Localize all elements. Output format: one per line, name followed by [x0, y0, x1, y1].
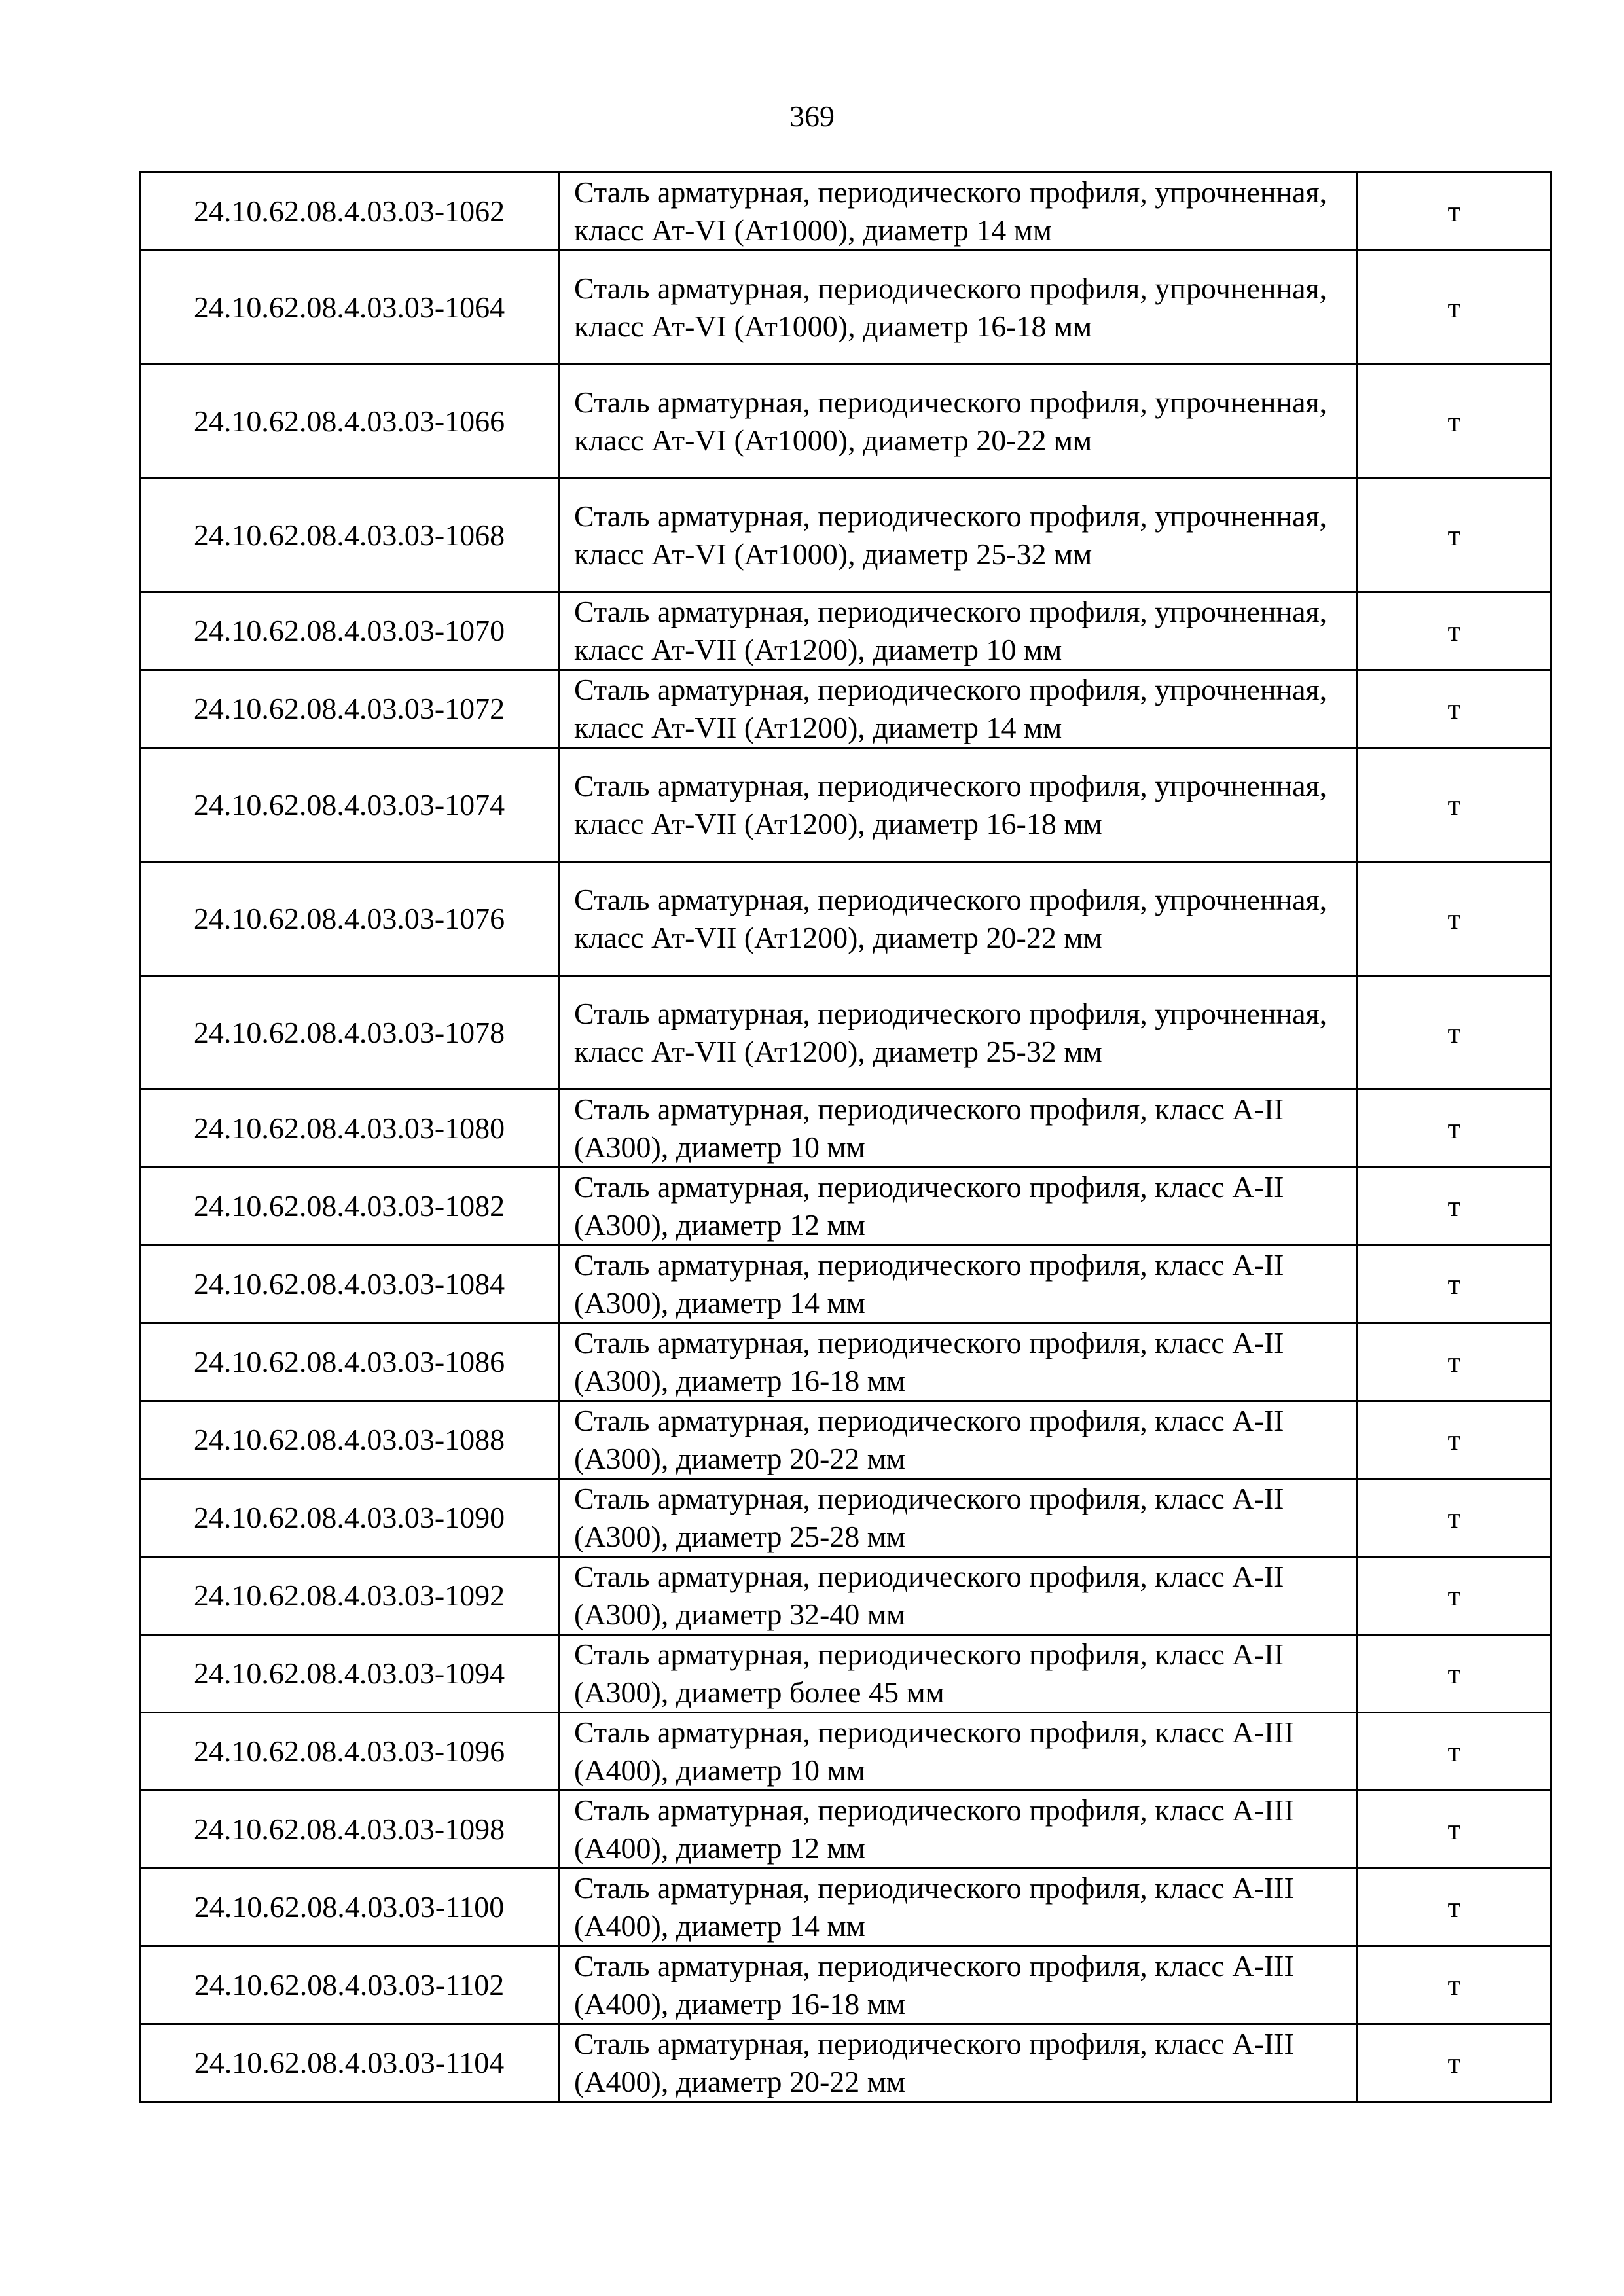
- row-code: 24.10.62.08.4.03.03-1064: [140, 251, 559, 365]
- row-unit: т: [1358, 748, 1551, 862]
- row-code: 24.10.62.08.4.03.03-1092: [140, 1557, 559, 1635]
- table-row: [140, 1323, 1551, 1401]
- row-code: 24.10.62.08.4.03.03-1080: [140, 1090, 559, 1168]
- row-unit: т: [1358, 1869, 1551, 1946]
- row-unit: т: [1358, 1557, 1551, 1635]
- table-row: [140, 173, 1551, 251]
- row-name: Сталь арматурная, периодического профиля, класс А-II (А300), диаметр 32-40 мм: [559, 1557, 1358, 1635]
- row-name: Сталь арматурная, периодического профиля, упрочненная, класс Ат-VII (Ат1200), диаметр 20-22 мм: [559, 862, 1358, 976]
- row-name: Сталь арматурная, периодического профиля, класс А-II (А300), диаметр 20-22 мм: [559, 1401, 1358, 1479]
- table-row: [140, 1168, 1551, 1246]
- row-unit: т: [1358, 1479, 1551, 1557]
- row-name: Сталь арматурная, периодического профиля, класс А-II (А300), диаметр 10 мм: [559, 1090, 1358, 1168]
- row-name: Сталь арматурная, периодического профиля, упрочненная, класс Ат-VII (Ат1200), диаметр 16-18 мм: [559, 748, 1358, 862]
- row-unit: т: [1358, 2024, 1551, 2102]
- row-unit: т: [1358, 251, 1551, 365]
- page-number: 369: [789, 99, 835, 133]
- row-unit: т: [1358, 1713, 1551, 1791]
- row-code: 24.10.62.08.4.03.03-1104: [140, 2024, 559, 2102]
- row-code: 24.10.62.08.4.03.03-1098: [140, 1791, 559, 1869]
- table-row: [140, 670, 1551, 748]
- row-code: 24.10.62.08.4.03.03-1070: [140, 592, 559, 670]
- row-code: 24.10.62.08.4.03.03-1082: [140, 1168, 559, 1246]
- row-code: 24.10.62.08.4.03.03-1094: [140, 1635, 559, 1713]
- row-name: Сталь арматурная, периодического профиля, класс А-II (А300), диаметр 12 мм: [559, 1168, 1358, 1246]
- row-name: Сталь арматурная, периодического профиля, класс А-II (А300), диаметр 14 мм: [559, 1246, 1358, 1323]
- table-row: [140, 1090, 1551, 1168]
- table-row: [140, 1635, 1551, 1713]
- row-code: 24.10.62.08.4.03.03-1072: [140, 670, 559, 748]
- table-row: [140, 1401, 1551, 1479]
- row-unit: т: [1358, 1090, 1551, 1168]
- row-unit: т: [1358, 173, 1551, 251]
- row-code: 24.10.62.08.4.03.03-1102: [140, 1946, 559, 2024]
- table-row: [140, 1479, 1551, 1557]
- table-row: [140, 862, 1551, 976]
- row-code: 24.10.62.08.4.03.03-1096: [140, 1713, 559, 1791]
- row-name: Сталь арматурная, периодического профиля, класс А-III (А400), диаметр 12 мм: [559, 1791, 1358, 1869]
- row-name: Сталь арматурная, периодического профиля, упрочненная, класс Ат-VII (Ат1200), диаметр 14 мм: [559, 670, 1358, 748]
- row-unit: т: [1358, 1323, 1551, 1401]
- row-unit: т: [1358, 592, 1551, 670]
- table-row: [140, 592, 1551, 670]
- row-unit: т: [1358, 670, 1551, 748]
- row-unit: т: [1358, 1246, 1551, 1323]
- row-unit: т: [1358, 478, 1551, 592]
- row-code: 24.10.62.08.4.03.03-1078: [140, 976, 559, 1090]
- materials-table: [139, 171, 1552, 2103]
- table-row: [140, 1946, 1551, 2024]
- row-code: 24.10.62.08.4.03.03-1066: [140, 365, 559, 478]
- row-name: Сталь арматурная, периодического профиля, класс А-II (А300), диаметр 25-28 мм: [559, 1479, 1358, 1557]
- row-name: Сталь арматурная, периодического профиля, класс А-III (А400), диаметр 16-18 мм: [559, 1946, 1358, 2024]
- row-name: Сталь арматурная, периодического профиля, упрочненная, класс Ат-VI (Ат1000), диаметр 20-22 мм: [559, 365, 1358, 478]
- row-code: 24.10.62.08.4.03.03-1088: [140, 1401, 559, 1479]
- table-row: [140, 1557, 1551, 1635]
- table-row: [140, 365, 1551, 478]
- row-unit: т: [1358, 1635, 1551, 1713]
- row-name: Сталь арматурная, периодического профиля, упрочненная, класс Ат-VI (Ат1000), диаметр 14 мм: [559, 173, 1358, 251]
- table-row: [140, 748, 1551, 862]
- row-name: Сталь арматурная, периодического профиля, класс А-III (А400), диаметр 14 мм: [559, 1869, 1358, 1946]
- row-code: 24.10.62.08.4.03.03-1076: [140, 862, 559, 976]
- row-unit: т: [1358, 365, 1551, 478]
- row-unit: т: [1358, 1168, 1551, 1246]
- row-unit: т: [1358, 862, 1551, 976]
- table-row: [140, 1869, 1551, 1946]
- row-code: 24.10.62.08.4.03.03-1068: [140, 478, 559, 592]
- table-row: [140, 1713, 1551, 1791]
- row-unit: т: [1358, 1401, 1551, 1479]
- table-row: [140, 1246, 1551, 1323]
- row-unit: т: [1358, 976, 1551, 1090]
- row-name: Сталь арматурная, периодического профиля, упрочненная, класс Ат-VI (Ат1000), диаметр 16-18 мм: [559, 251, 1358, 365]
- row-code: 24.10.62.08.4.03.03-1074: [140, 748, 559, 862]
- row-unit: т: [1358, 1946, 1551, 2024]
- table-row: [140, 251, 1551, 365]
- row-name: Сталь арматурная, периодического профиля, упрочненная, класс Ат-VI (Ат1000), диаметр 25-32 мм: [559, 478, 1358, 592]
- row-name: Сталь арматурная, периодического профиля, класс А-III (А400), диаметр 10 мм: [559, 1713, 1358, 1791]
- row-name: Сталь арматурная, периодического профиля, класс А-II (А300), диаметр более 45 мм: [559, 1635, 1358, 1713]
- row-name: Сталь арматурная, периодического профиля, класс А-II (А300), диаметр 16-18 мм: [559, 1323, 1358, 1401]
- table-row: [140, 478, 1551, 592]
- table-row: [140, 2024, 1551, 2102]
- row-code: 24.10.62.08.4.03.03-1090: [140, 1479, 559, 1557]
- table-row: [140, 1791, 1551, 1869]
- row-code: 24.10.62.08.4.03.03-1100: [140, 1869, 559, 1946]
- row-code: 24.10.62.08.4.03.03-1062: [140, 173, 559, 251]
- row-code: 24.10.62.08.4.03.03-1086: [140, 1323, 559, 1401]
- row-name: Сталь арматурная, периодического профиля, упрочненная, класс Ат-VII (Ат1200), диаметр 25-32 мм: [559, 976, 1358, 1090]
- row-code: 24.10.62.08.4.03.03-1084: [140, 1246, 559, 1323]
- row-name: Сталь арматурная, периодического профиля, упрочненная, класс Ат-VII (Ат1200), диаметр 10 мм: [559, 592, 1358, 670]
- table-row: [140, 976, 1551, 1090]
- row-unit: т: [1358, 1791, 1551, 1869]
- row-name: Сталь арматурная, периодического профиля, класс А-III (А400), диаметр 20-22 мм: [559, 2024, 1358, 2102]
